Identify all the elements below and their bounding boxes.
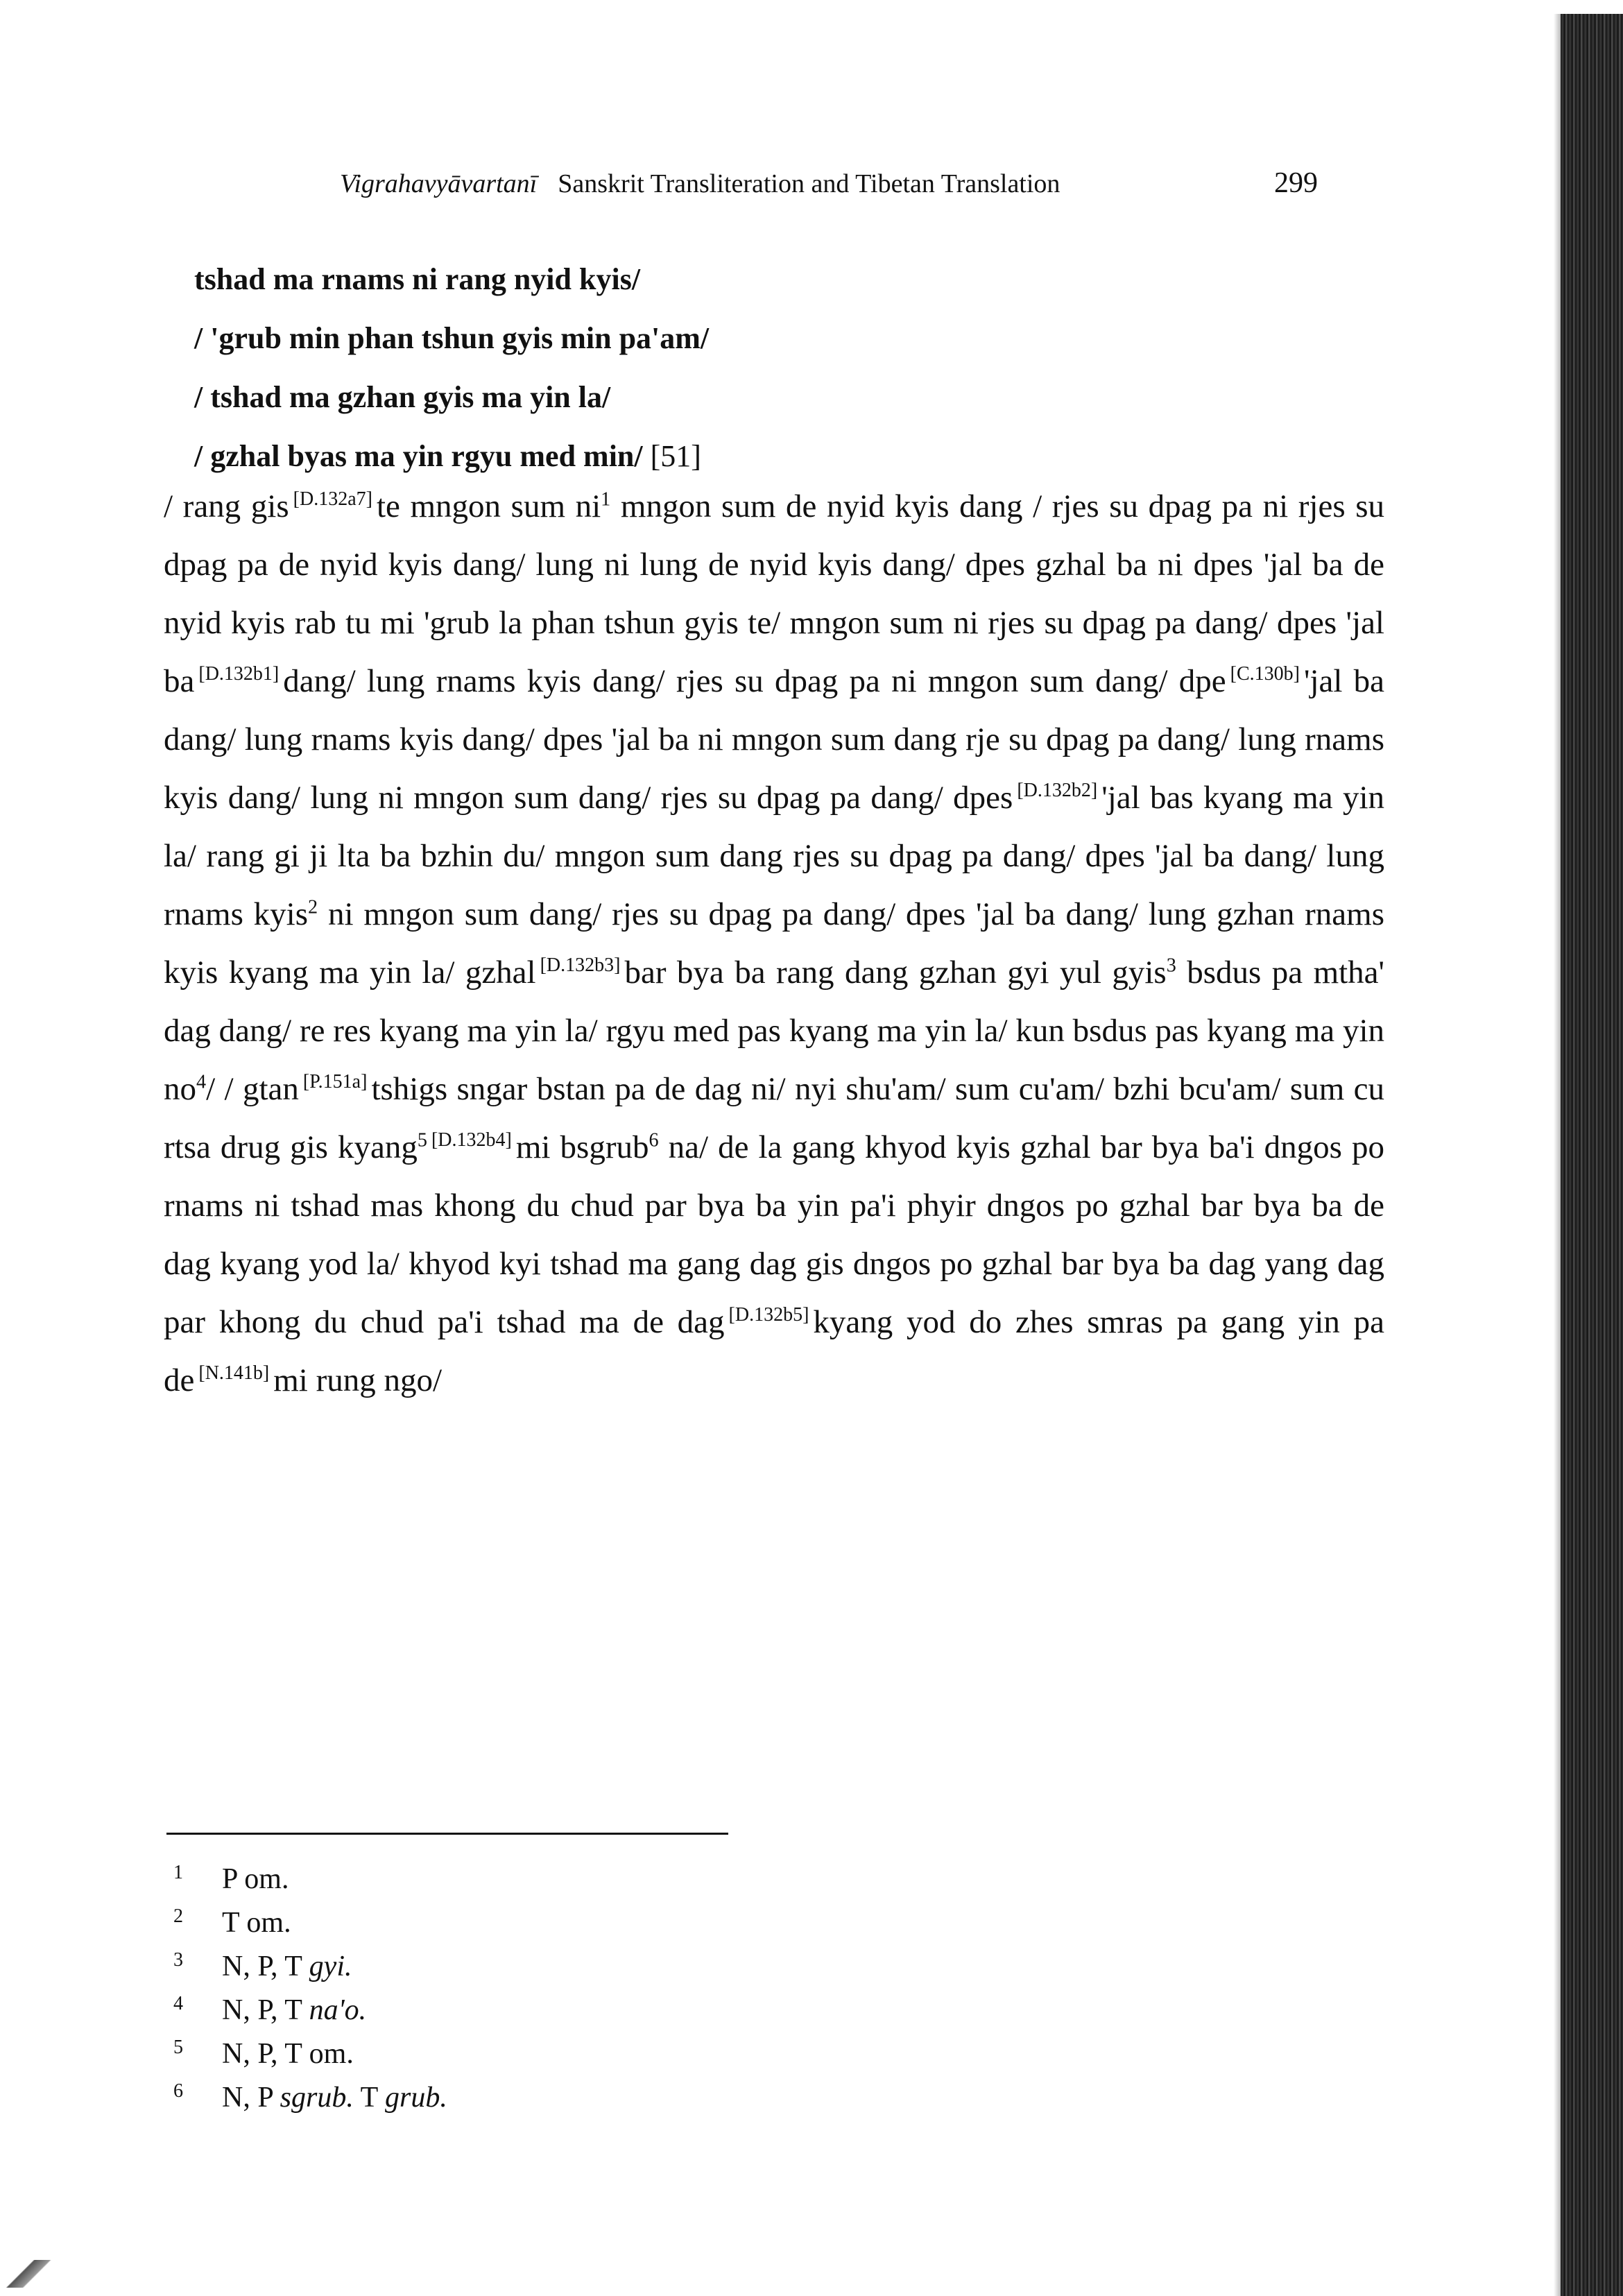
footnote-variant: na'o. bbox=[309, 1994, 367, 2026]
scan-corner-artifact bbox=[0, 2260, 55, 2288]
footnote-marker: 5 bbox=[417, 1129, 427, 1151]
text-segment: mi rung ngo/ bbox=[273, 1362, 443, 1398]
verse-line: / 'grub min phan tshun gyis min pa'am/ bbox=[194, 321, 710, 355]
footnote-marker: 4 bbox=[196, 1071, 207, 1093]
folio-reference: [N.141b] bbox=[198, 1362, 270, 1385]
footnote bbox=[173, 2034, 798, 2077]
text-segment: / rang gis bbox=[164, 488, 289, 524]
text-segment: dang/ lung rnams kyis dang/ rjes su dpag pa ni mngon sum dang/ dpe bbox=[283, 663, 1226, 699]
footnote bbox=[173, 1946, 798, 1990]
footnote-marker: 2 bbox=[308, 896, 318, 918]
verse-line-text: / gzhal byas ma yin rgyu med min/ bbox=[194, 439, 643, 473]
footnote-variant: grub. bbox=[384, 2082, 447, 2114]
footnote bbox=[173, 1859, 798, 1903]
text-segment: mngon sum de nyid kyis dang / rjes su dpag pa ni rjes su dpag pa de nyid kyis dang/ lung ni lung de nyid kyis dang/ dpes gzhal ba ni dpes 'jal ba de nyid kyis rab tu mi 'grub la phan tshun gyis te/ mngon sum ni rjes su dpag pa dang/ dpes 'jal ba bbox=[164, 488, 1385, 699]
running-title: Vigrahavyāvartanī bbox=[340, 169, 538, 198]
footnote-text: N, P, T om. bbox=[222, 2038, 354, 2070]
verse-number: [51] bbox=[650, 439, 701, 473]
footnote-text: T bbox=[353, 2082, 385, 2114]
verse-line: tshad ma rnams ni rang nyid kyis/ bbox=[194, 262, 641, 296]
folio-reference: [D.132a7] bbox=[293, 488, 372, 511]
footnote-text: N, P, T bbox=[222, 1994, 309, 2026]
footnotes bbox=[173, 1859, 798, 2121]
running-header bbox=[340, 166, 1318, 200]
commentary-paragraph bbox=[164, 477, 1384, 1410]
text-segment: te mngon sum ni bbox=[376, 488, 601, 524]
folio-reference: [C.130b] bbox=[1230, 663, 1300, 685]
text-segment: 'jal ba dang/ lung rnams kyis dang/ dpes 'jal ba ni mngon sum dang rje su dpag pa dang/ lung rnams kyis dang/ lung ni mngon sum dang/ rjes su dpag pa dang/ dpes bbox=[164, 663, 1384, 816]
footnote bbox=[173, 2077, 798, 2121]
text-segment: tshigs sngar bstan pa de dag ni/ nyi shu'am/ sum cu'am/ bzhi bcu'am/ sum cu rtsa drug gis kyang bbox=[164, 1071, 1384, 1165]
footnote-number: 6 bbox=[173, 2080, 183, 2102]
text-segment: bar bya ba rang dang gzhan gyi yul gyis bbox=[624, 954, 1167, 991]
folio-reference: [D.132b2] bbox=[1017, 780, 1098, 802]
folio-reference: [P.151a] bbox=[302, 1071, 368, 1093]
folio-reference: [D.132b5] bbox=[728, 1304, 809, 1326]
footnote-number: 4 bbox=[173, 1993, 183, 2014]
footnote-number: 3 bbox=[173, 1949, 183, 1971]
footnote-divider bbox=[166, 1833, 728, 1835]
footnote-text: T om. bbox=[222, 1907, 291, 1939]
footnote bbox=[173, 1990, 798, 2034]
scan-binding-edge bbox=[1561, 14, 1623, 2296]
text-segment: mi bsgrub bbox=[515, 1129, 649, 1165]
text-segment: bsdus pa mtha' dag dang/ re res kyang ma yin la/ rgyu med pas kyang ma yin la/ kun bsdus pas kyang ma yin no bbox=[164, 954, 1385, 1107]
footnote bbox=[173, 1903, 798, 1946]
folio-reference: [D.132b1] bbox=[198, 663, 280, 685]
verse-line: / tshad ma gzhan gyis ma yin la/ bbox=[194, 380, 611, 414]
text-segment: kyang yod do zhes smras pa gang yin pa de bbox=[164, 1304, 1384, 1398]
footnote-number: 2 bbox=[173, 1905, 183, 1927]
folio-reference: [D.132b3] bbox=[540, 954, 621, 977]
footnote-number: 5 bbox=[173, 2037, 183, 2058]
footnote-marker: 3 bbox=[1166, 954, 1176, 977]
text-segment: 'jal bas kyang ma yin la/ rang gi ji lta ba bzhin du/ mngon sum dang rjes su dpag pa dang/ dpes 'jal ba dang/ lung rnams kyis bbox=[164, 780, 1385, 932]
running-subtitle: Sanskrit Transliteration and Tibetan Translation bbox=[558, 169, 1060, 198]
footnote-marker: 1 bbox=[601, 488, 611, 511]
footnote-number: 1 bbox=[173, 1862, 183, 1883]
footnote-text: N, P bbox=[222, 2082, 280, 2114]
folio-reference: [D.132b4] bbox=[431, 1129, 512, 1151]
footnote-marker: 6 bbox=[649, 1129, 659, 1151]
footnote-variant: gyi. bbox=[309, 1951, 352, 1982]
page-number: 299 bbox=[1274, 167, 1318, 199]
footnote-text: N, P, T bbox=[222, 1951, 309, 1982]
footnote-variant: sgrub. bbox=[280, 2082, 354, 2114]
verse-block bbox=[194, 250, 1373, 486]
footnote-text: P om. bbox=[222, 1863, 289, 1895]
text-segment: / / gtan bbox=[206, 1071, 299, 1107]
text-segment: na/ de la gang khyod kyis gzhal bar bya ba'i dngos po rnams ni tshad mas khong du chud par bya ba yin pa'i phyir dngos po gzhal bar bya ba de dag kyang yod la/ khyod kyi tshad ma gang dag gis dngos po gzhal bar bya ba dag yang dag par khong du chud pa'i tshad ma de dag bbox=[164, 1129, 1384, 1340]
text-segment: ni mngon sum dang/ rjes su dpag pa dang/ dpes 'jal ba dang/ lung gzhan rnams kyis kyang ma yin la/ gzhal bbox=[164, 896, 1385, 991]
